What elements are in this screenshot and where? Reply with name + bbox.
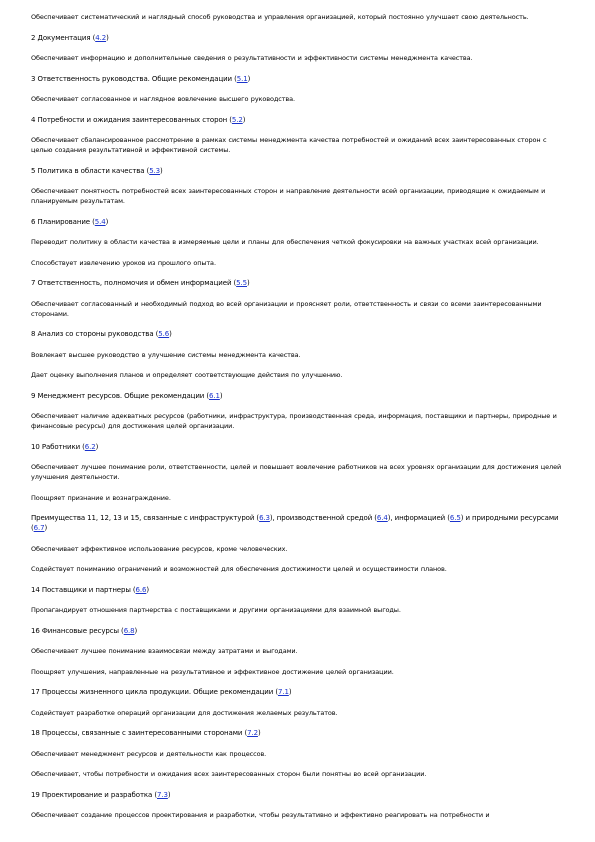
body-paragraph: Содействует пониманию ограничений и возможностей для обеспечения достижимости целей и осуществимости планов.: [31, 565, 447, 573]
heading-text: ): [247, 279, 250, 287]
section-heading: [31, 728, 565, 738]
heading-text: 4 Потребности и ожидания заинтересованных сторон (: [31, 115, 232, 124]
body-paragraph: Пропагандирует отношения партнерства с поставщиками и другими организациями для взаимной выгоды.: [31, 606, 401, 614]
body-paragraph: Способствует извлечению уроков из прошлого опыта.: [31, 258, 216, 267]
heading-text: 14 Поставщики и партнеры (: [31, 585, 136, 594]
heading-text: 6 Планирование (: [31, 217, 95, 226]
section-heading: [31, 790, 565, 800]
body-paragraph: Содействует разработке операций организации для достижения желаемых результатов.: [31, 708, 338, 717]
section-heading: [31, 442, 565, 452]
body-paragraph: Обеспечивает понятность потребностей всех заинтересованных сторон и направление деятельности всей организации, приводящие к ожидаемым и планируемым результатам.: [31, 187, 546, 205]
body-paragraph: Обеспечивает, чтобы потребности и ожидания всех заинтересованных сторон были понятны во всей организации.: [31, 770, 427, 778]
heading-text: 5 Политика в области качества (: [31, 166, 150, 175]
heading-text: 8 Анализ со стороны руководства (: [31, 330, 159, 338]
body-paragraph: Обеспечивает информацию и дополнительные сведения о результативности и эффективности системы менеджмента качества.: [31, 54, 473, 62]
heading-text: Преимущества 11, 12, 13 и 15, связанные с инфраструктурой (: [31, 514, 260, 522]
section-reference-link[interactable]: 5.5: [236, 279, 247, 287]
section-reference-link[interactable]: 6.2: [84, 442, 96, 451]
body-paragraph: Обеспечивает эффективное использование ресурсов, кроме человеческих.: [31, 544, 288, 553]
section-reference-link[interactable]: 7.1: [277, 688, 289, 696]
heading-text: ): [160, 166, 163, 175]
body-paragraph: Обеспечивает сбалансированное рассмотрение в рамках системы менеджмента качества потребностей и ожиданий всех заинтересованных сторон с целью создания результативной и эффективной системы.: [31, 136, 547, 154]
body-paragraph: Переводит политику в области качества в измеряемые цели и планы для обеспечения четкой фокусировки на важных участках всей организации.: [31, 238, 539, 246]
section-reference-link[interactable]: 4.2: [95, 33, 107, 42]
section-reference-link[interactable]: 6.6: [135, 585, 147, 594]
body-paragraph: Обеспечивает наличие адекватных ресурсов (работники, инфраструктура, производственная среда, информация, поставщики и партнеры, природные и финансовые ресурсы) для достижения целей организации.: [31, 412, 557, 430]
section-reference-link[interactable]: 6.1: [209, 391, 220, 400]
body-paragraph: Дает оценку выполнения планов и определяет соответствующие действия по улучшению.: [31, 371, 343, 379]
heading-text: 17 Процессы жизненного цикла продукции. Общие рекомендации (: [31, 688, 278, 696]
heading-text: 3 Ответственность руководства. Общие рекомендации (: [31, 74, 237, 83]
body-paragraph: Обеспечивает согласованное и наглядное вовлечение высшего руководства.: [31, 95, 296, 103]
heading-text: 10 Работники (: [31, 442, 85, 451]
section-heading: [31, 687, 565, 697]
heading-text: ): [247, 74, 251, 83]
heading-text: ): [242, 115, 246, 124]
section-heading: [31, 391, 565, 401]
body-paragraph: Обеспечивает менеджмент ресурсов и деятельности как процессов.: [31, 749, 267, 758]
section-heading: [31, 513, 565, 533]
heading-text: ), производственной средой (: [269, 514, 377, 522]
heading-text: ): [44, 524, 48, 532]
body-paragraph: Обеспечивает лучшее понимание роли, ответственности, целей и повышает вовлечение работников на всех уровнях организации для достижения целей улучшения деятельности.: [31, 463, 562, 481]
body-paragraph: Поощряет улучшения, направленные на результативное и эффективное достижение целей организации.: [31, 667, 394, 676]
section-reference-link[interactable]: 5.4: [94, 217, 106, 226]
section-heading: [31, 278, 565, 288]
body-paragraph: Обеспечивает лучшее понимание взаимосвязи между затратами и выгодами.: [31, 647, 298, 655]
heading-text: ): [106, 33, 109, 42]
section-heading: [31, 74, 565, 84]
section-heading: [31, 329, 565, 339]
section-reference-link[interactable]: 6.3: [259, 514, 270, 522]
section-reference-link[interactable]: 7.3: [157, 790, 168, 799]
section-heading: [31, 33, 565, 43]
heading-text: ), информацией (: [387, 514, 450, 522]
heading-text: ): [105, 217, 109, 226]
heading-text: ): [95, 442, 99, 451]
section-heading: [31, 585, 565, 595]
heading-text: 2 Документация (: [31, 33, 96, 42]
section-heading: [31, 626, 565, 636]
body-paragraph: Вовлекает высшее руководство в улучшение системы менеджмента качества.: [31, 350, 301, 359]
section-reference-link[interactable]: 6.5: [449, 514, 461, 522]
heading-text: 19 Проектирование и разработка (: [31, 790, 157, 799]
section-reference-link[interactable]: 5.2: [231, 115, 243, 124]
heading-text: ): [167, 790, 171, 799]
body-paragraph: Обеспечивает согласованный и необходимый подход во всей организации и проясняет роли, ответственность и связи со всеми заинтересованными сторонами.: [31, 299, 542, 318]
heading-text: ) и природными ресурсами (: [31, 514, 559, 532]
heading-text: 18 Процессы, связанные с заинтересованными сторонами (: [31, 729, 248, 737]
section-reference-link[interactable]: 6.8: [123, 626, 135, 635]
heading-text: 9 Менеджмент ресурсов. Общие рекомендации (: [31, 391, 209, 400]
section-reference-link[interactable]: 6.7: [33, 524, 45, 532]
heading-text: ): [169, 330, 172, 338]
section-reference-link[interactable]: 5.1: [236, 74, 248, 83]
heading-text: 7 Ответственность, полномочия и обмен информацией (: [31, 279, 237, 287]
section-heading: [31, 217, 565, 227]
section-reference-link[interactable]: 6.4: [376, 514, 388, 522]
section-reference-link[interactable]: 5.3: [149, 166, 161, 175]
body-paragraph: Поощряет признание и вознаграждение.: [31, 493, 171, 502]
heading-text: ): [257, 729, 261, 737]
heading-text: 16 Финансовые ресурсы (: [31, 626, 124, 635]
heading-text: ): [146, 585, 150, 594]
section-heading: [31, 115, 565, 125]
body-paragraph: Обеспечивает создание процессов проектирования и разработки, чтобы результативно и эффективно реагировать на потребности и: [31, 811, 490, 819]
section-reference-link[interactable]: 7.2: [247, 729, 258, 737]
document-body: [31, 12, 565, 831]
heading-text: ): [134, 626, 138, 635]
section-reference-link[interactable]: 5.6: [158, 330, 170, 338]
body-paragraph: Обеспечивает систематический и наглядный способ руководства и управления организацией, который постоянно улучшает свою деятельность.: [31, 13, 529, 21]
heading-text: ): [219, 391, 223, 400]
section-heading: [31, 166, 565, 176]
heading-text: ): [288, 688, 292, 696]
